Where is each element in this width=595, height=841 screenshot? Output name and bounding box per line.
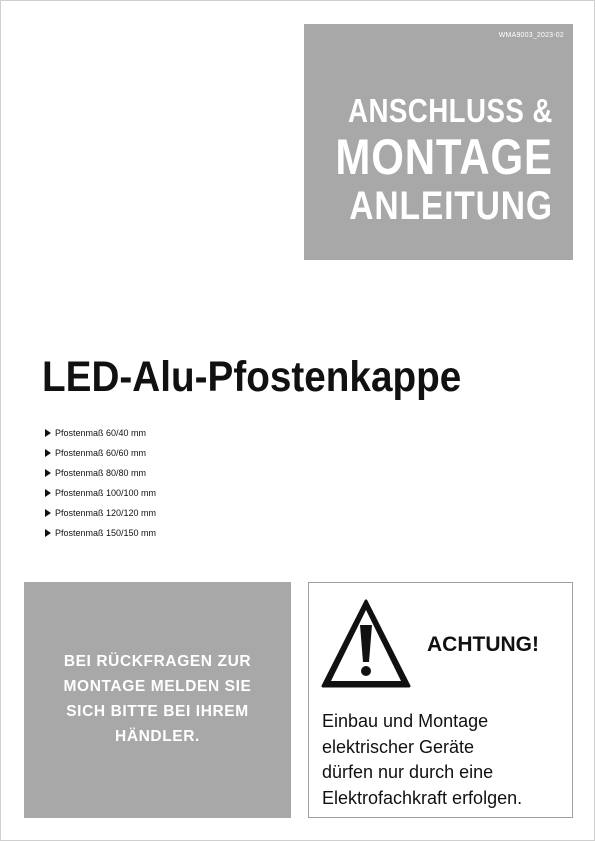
title-panel (304, 24, 573, 260)
contact-dealer-text (24, 649, 291, 749)
size-item (45, 503, 156, 523)
size-item (45, 463, 156, 483)
size-label: Pfostenmaß 60/40 mm (55, 428, 147, 438)
title-line-3: ANLEITUNG (349, 184, 553, 228)
contact-line: HÄNDLER. (115, 728, 200, 745)
bullet-arrow-icon (45, 509, 51, 517)
warning-line: elektrischer Geräte (322, 736, 475, 757)
document-code: WMA9003_2023-02 (498, 32, 564, 39)
title-line-2: MONTAGE (335, 129, 553, 185)
bullet-arrow-icon (45, 469, 51, 477)
contact-line: MONTAGE MELDEN SIE (63, 678, 252, 695)
size-label: Pfostenmaß 100/100 mm (55, 488, 157, 498)
size-item (45, 423, 156, 443)
size-item (45, 443, 156, 463)
bullet-arrow-icon (45, 449, 51, 457)
bullet-arrow-icon (45, 429, 51, 437)
warning-heading: ACHTUNG! (427, 633, 539, 656)
warning-text (322, 709, 522, 811)
size-label: Pfostenmaß 120/120 mm (55, 508, 157, 518)
contact-line: SICH BITTE BEI IHREM (66, 703, 249, 720)
size-label: Pfostenmaß 60/60 mm (55, 448, 147, 458)
bullet-arrow-icon (45, 529, 51, 537)
size-label: Pfostenmaß 150/150 mm (55, 528, 157, 538)
contact-dealer-panel (24, 582, 291, 818)
warning-line: Elektrofachkraft erfolgen. (322, 787, 523, 808)
contact-line: BEI RÜCKFRAGEN ZUR (63, 653, 252, 670)
post-size-list (45, 423, 156, 543)
document-title (336, 91, 553, 229)
size-item (45, 523, 156, 543)
warning-line: Einbau und Montage (322, 711, 489, 731)
bullet-arrow-icon (45, 489, 51, 497)
size-label: Pfostenmaß 80/80 mm (55, 468, 147, 478)
warning-panel (308, 582, 573, 818)
product-name: LED-Alu-Pfostenkappe (42, 353, 462, 401)
warning-triangle-icon (320, 598, 412, 690)
warning-line: dürfen nur durch eine (322, 762, 494, 782)
size-item (45, 483, 156, 503)
title-line-1: ANSCHLUSS & (348, 92, 553, 129)
